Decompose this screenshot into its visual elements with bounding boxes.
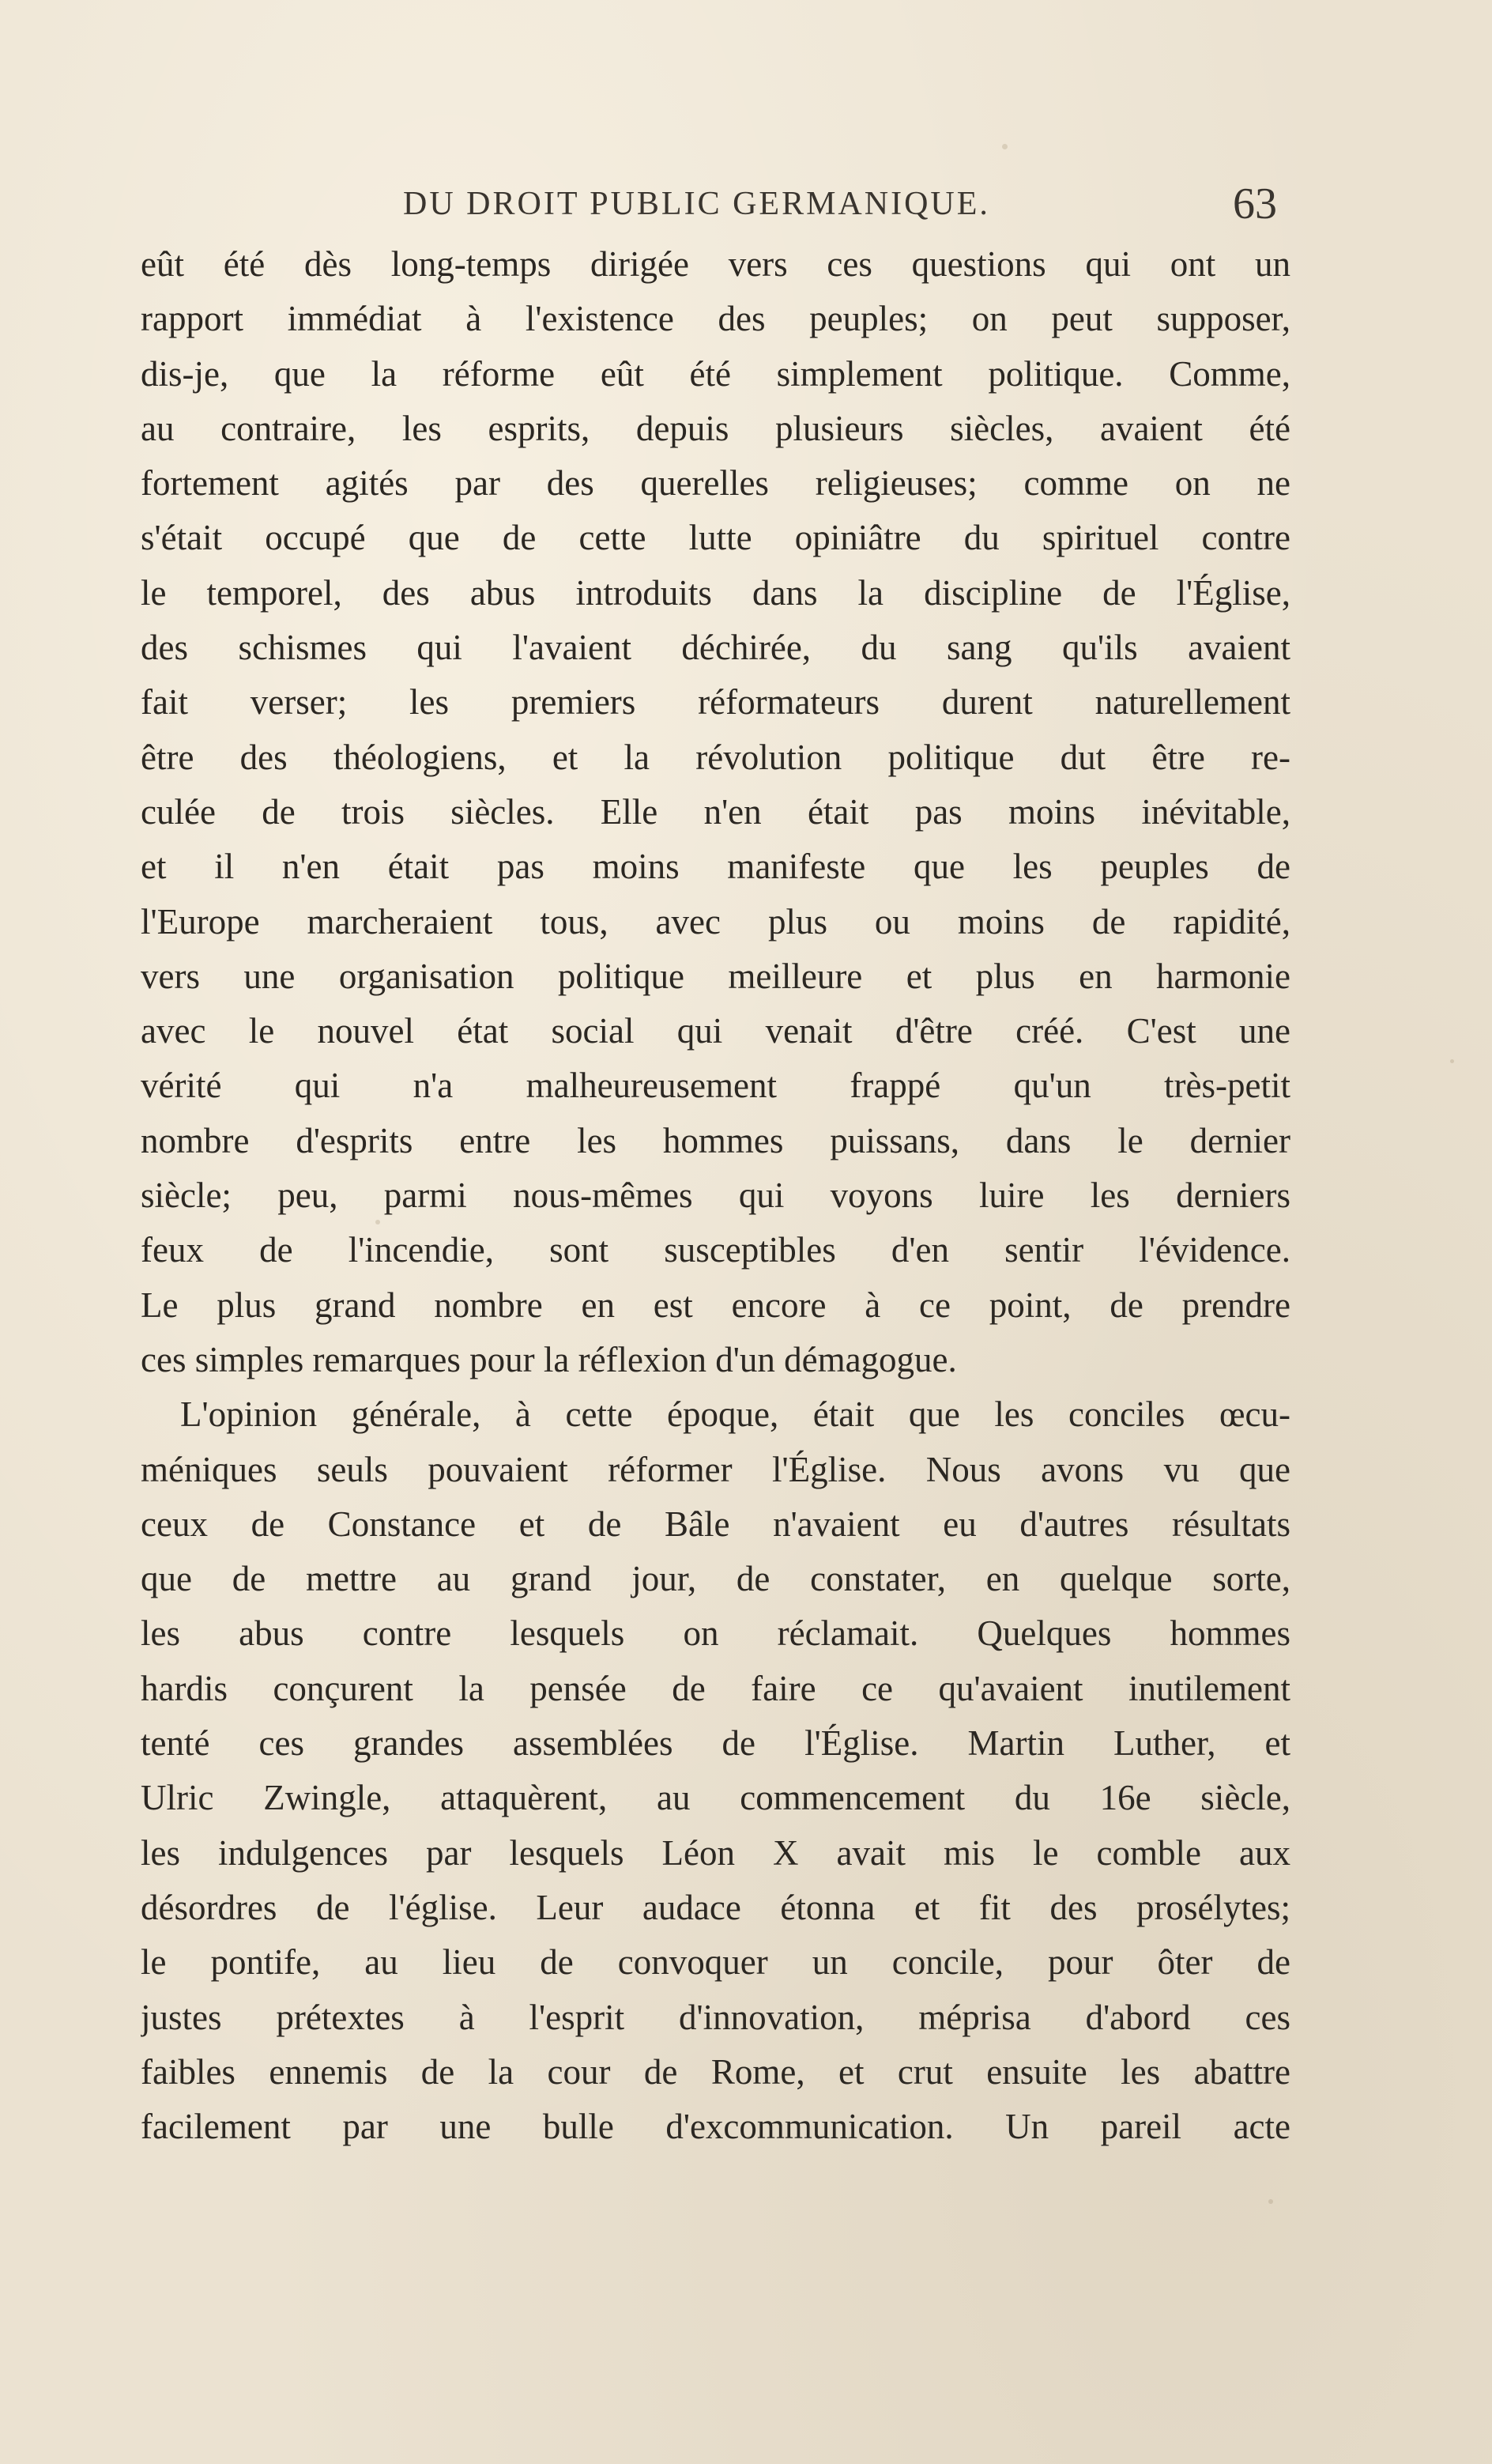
text-line: feux de l'incendie, sont susceptibles d'en sentir l'évidence. <box>141 1230 1290 1270</box>
text-line: eût été dès long-temps dirigée vers ces questions qui ont un <box>141 244 1290 284</box>
text-line: siècle; peu, parmi nous-mêmes qui voyons luire les derniers <box>141 1175 1290 1216</box>
text-line: dis-je, que la réforme eût été simplement politique. Comme, <box>141 353 1290 394</box>
text-line: l'Europe marcheraient tous, avec plus ou moins de rapidité, <box>141 901 1290 941</box>
text-line: être des théologiens, et la révolution politique dut être re- <box>141 737 1290 777</box>
paragraph-first-line: L'opinion générale, à cette époque, était que les conciles œcu- <box>180 1394 1290 1435</box>
text-line: désordres de l'église. Leur audace étonna et fit des prosélytes; <box>141 1887 1290 1927</box>
text-line: fortement agités par des querelles religieuses; comme on ne <box>141 463 1290 504</box>
text-line: fait verser; les premiers réformateurs durent naturellement <box>141 682 1290 723</box>
paper-spot <box>1002 144 1008 149</box>
text-line: au contraire, les esprits, depuis plusieurs siècles, avaient été <box>141 408 1290 448</box>
text-line: tenté ces grandes assemblées de l'Église. Martin Luther, et <box>141 1723 1290 1764</box>
body-text <box>141 237 1290 2154</box>
text-line: justes prétextes à l'esprit d'innovation, méprisa d'abord ces <box>141 1997 1290 2037</box>
text-line: que de mettre au grand jour, de constater, en quelque sorte, <box>141 1559 1290 1599</box>
text-line: Ulric Zwingle, attaquèrent, au commencement du 16e siècle, <box>141 1778 1290 1818</box>
text-line: avec le nouvel état social qui venait d'être créé. C'est une <box>141 1011 1290 1051</box>
text-line: facilement par une bulle d'excommunication. Un pareil acte <box>141 2107 1290 2147</box>
text-line: s'était occupé que de cette lutte opiniâtre du spirituel contre <box>141 518 1290 558</box>
text-line: ceux de Constance et de Bâle n'avaient eu d'autres résultats <box>141 1504 1290 1544</box>
paper-spot <box>1268 2199 1273 2204</box>
text-line: Le plus grand nombre en est encore à ce point, de prendre <box>141 1285 1290 1325</box>
text-line: les indulgences par lesquels Léon X avait mis le comble aux <box>141 1832 1290 1873</box>
text-line: nombre d'esprits entre les hommes puissans, dans le dernier <box>141 1120 1290 1160</box>
page-number: 63 <box>1233 179 1277 228</box>
text-line: vers une organisation politique meilleure et plus en harmonie <box>141 956 1290 996</box>
text-line: le temporel, des abus introduits dans la discipline de l'Église, <box>141 572 1290 613</box>
text-line: et il n'en était pas moins manifeste que les peuples de <box>141 847 1290 887</box>
text-line: le pontife, au lieu de convoquer un concile, pour ôter de <box>141 1942 1290 1983</box>
text-line: vérité qui n'a malheureusement frappé qu'un très-petit <box>141 1066 1290 1106</box>
text-line: méniques seuls pouvaient réformer l'Église. Nous avons vu que <box>141 1449 1290 1489</box>
text-line: rapport immédiat à l'existence des peuples; on peut supposer, <box>141 299 1290 339</box>
text-line: les abus contre lesquels on réclamait. Quelques hommes <box>141 1613 1290 1654</box>
text-line: culée de trois siècles. Elle n'en était pas moins inévitable, <box>141 791 1290 832</box>
running-title: DU DROIT PUBLIC GERMANIQUE. <box>403 186 990 222</box>
text-line: faibles ennemis de la cour de Rome, et crut ensuite les abattre <box>141 2051 1290 2092</box>
text-line: des schismes qui l'avaient déchirée, du sang qu'ils avaient <box>141 628 1290 668</box>
paper-spot <box>375 1220 380 1224</box>
paper-spot <box>1450 1059 1454 1063</box>
text-line: ces simples remarques pour la réflexion d'un démagogue. <box>141 1339 957 1379</box>
page-header <box>0 179 1492 234</box>
text-line: hardis conçurent la pensée de faire ce qu'avaient inutilement <box>141 1668 1290 1708</box>
